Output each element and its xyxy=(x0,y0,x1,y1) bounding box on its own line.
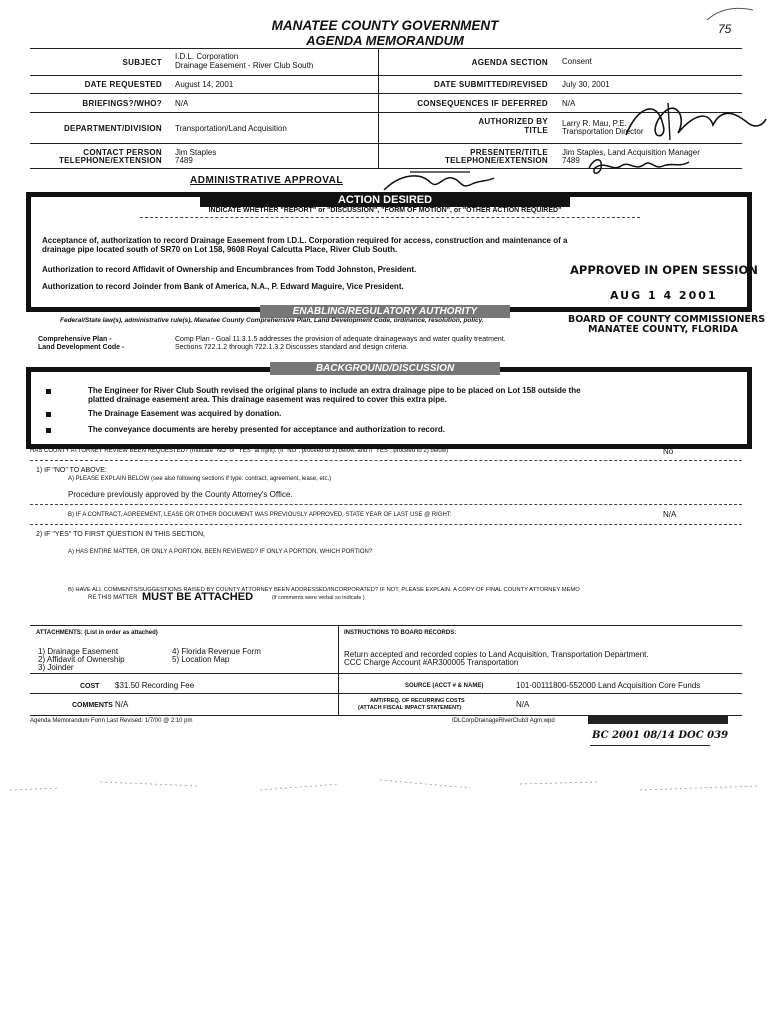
signature-admin xyxy=(380,168,500,194)
header-subtitle: AGENDA MEMORANDUM xyxy=(306,33,464,48)
enabling-left-1: Comprehensive Plan - xyxy=(38,336,112,343)
briefings-value: N/A xyxy=(175,99,189,108)
department-label: DEPARTMENT/DIVISION xyxy=(63,124,162,133)
enabling-right-1: Comp Plan - Goal 11.3.1.5 addresses the provision of adequate drainageways and water quality treatment. xyxy=(175,336,506,343)
approved-stamp-date: AUG 1 4 2001 xyxy=(610,289,718,302)
bullet xyxy=(46,389,51,394)
board-stamp-line2: MANATEE COUNTY, FLORIDA xyxy=(588,324,738,335)
attorney-q1: 1) IF "NO" TO ABOVE: xyxy=(36,467,107,474)
attorney-q2b-must: MUST BE ATTACHED xyxy=(142,591,254,603)
rule xyxy=(30,93,742,94)
agenda-section-value: Consent xyxy=(562,57,592,66)
action-para1-line2: drainage pipe located south of SR70 on Lot 158, 9608 Royal Calcutta Place, River Club South. xyxy=(42,245,398,254)
authorized-title: Transportation Director xyxy=(562,127,644,136)
attorney-q1b: B) IF A CONTRACT, AGREEMENT, LEASE OR OTHER DOCUMENT WAS PREVIOUSLY APPROVED, STATE YEAR OF LAST USE @ RIGHT: xyxy=(68,512,452,518)
rule xyxy=(30,625,742,626)
presenter-ext-label: TELEPHONE/EXTENSION xyxy=(444,156,548,165)
presenter-label: PRESENTER/TITLE xyxy=(470,148,548,157)
enabling-left-2: Land Development Code - xyxy=(38,344,125,351)
instructions-label: INSTRUCTIONS TO BOARD RECORDS: xyxy=(344,630,457,636)
attorney-q1b-answer: N/A xyxy=(663,510,677,519)
authorized-title-label: TITLE xyxy=(524,126,548,135)
rule xyxy=(30,504,742,505)
rule xyxy=(590,745,710,746)
rule xyxy=(140,217,640,218)
recurring-label-1: AMT/FREQ. OF RECURRING COSTS xyxy=(370,698,465,704)
attorney-q2: 2) IF "YES" TO FIRST QUESTION IN THIS SECTION, xyxy=(36,531,205,538)
form-revision: Agenda Memorandum Form Last Revised: 1/7/00 @ 2:10 pm xyxy=(30,718,193,724)
approved-stamp: APPROVED IN OPEN SESSION xyxy=(570,263,758,277)
attorney-answer: No xyxy=(663,447,674,456)
bullet xyxy=(46,412,51,417)
attorney-q2b-line1: B) HAVE ALL COMMENTS/SUGGESTIONS RAISED BY COUNTY ATTORNEY BEEN ADDRESSED/INCORPORATED? IF NOT, PLEASE EXPLAIN. A COPY OF FINAL COUNTY ATTORNEY MEMO xyxy=(68,587,580,593)
rule xyxy=(30,524,742,525)
presenter-ext: 7489 xyxy=(562,156,580,165)
background-b1-line2: platted drainage easement area. This drainage easement was required to cover this extra pipe. xyxy=(88,395,447,404)
attorney-q2a: A) HAS ENTIRE MATTER, OR ONLY A PORTION, BEEN REVIEWED? IF ONLY A PORTION, WHICH PORTION? xyxy=(68,549,373,555)
attorney-q2b-tail: (if comments were verbal so indicate.) xyxy=(272,595,365,601)
source-label: SOURCE (ACCT # & NAME) xyxy=(405,683,484,689)
bullet xyxy=(46,428,51,433)
subject-label: SUBJECT xyxy=(122,58,162,67)
attachment-5: 5) Location Map xyxy=(172,655,230,664)
authorized-label: AUTHORIZED BY xyxy=(478,117,548,126)
attorney-q1a: A) PLEASE EXPLAIN BELOW (see also following sections if type: contract, agreement, lease, etc.) xyxy=(68,476,332,482)
background-b1-line1: The Engineer for River Club South revised the original plans to include an extra drainage pipe to be placed on Lot 158 outside the xyxy=(88,386,581,395)
rule xyxy=(30,673,742,674)
attachment-1: 1) Drainage Easement xyxy=(38,647,119,656)
authorized-name: Larry R. Mau, P.E. xyxy=(562,119,627,128)
contact-ext-label: TELEPHONE/EXTENSION xyxy=(58,156,162,165)
contact-ext: 7489 xyxy=(175,156,193,165)
handwritten-reference: BC 2001 08/14 DOC 039 xyxy=(592,730,729,741)
source-value: 101-00111800-552000 Land Acquisition Core Funds xyxy=(516,681,701,690)
attachments-label: ATTACHMENTS: (List in order as attached) xyxy=(36,630,158,636)
consequences-label: CONSEQUENCES IF DEFERRED xyxy=(417,99,548,108)
rule xyxy=(30,48,742,49)
background-b3: The conveyance documents are hereby presented for acceptance and authorization to record. xyxy=(88,425,445,434)
department-value: Transportation/Land Acquisition xyxy=(175,124,287,133)
background-header: BACKGROUND/DISCUSSION xyxy=(270,362,500,375)
attachment-4: 4) Florida Revenue Form xyxy=(172,647,261,656)
date-requested-value: August 14, 2001 xyxy=(175,80,234,89)
board-stamp-line1: BOARD OF COUNTY COMMISSIONERS xyxy=(568,314,766,325)
agenda-section-label: AGENDA SECTION xyxy=(471,58,548,67)
action-para2: Authorization to record Affidavit of Ownership and Encumbrances from Todd Johnston, President. xyxy=(42,265,417,274)
action-desired-header: ACTION DESIRED xyxy=(200,193,570,207)
enabling-header: ENABLING/REGULATORY AUTHORITY xyxy=(260,305,510,318)
date-requested-label: DATE REQUESTED xyxy=(84,80,162,89)
presenter-value: Jim Staples, Land Acquisition Manager xyxy=(562,148,700,157)
signature-presenter xyxy=(585,154,695,180)
attorney-question: HAS COUNTY ATTORNEY REVIEW BEEN REQUESTED? (Indicate "NO" or "YES" at right). (If "NO", proceed to 1) below, and if "YES", proceed to 2) below) xyxy=(30,448,449,454)
contact-name: Jim Staples xyxy=(175,148,217,157)
background-b2: The Drainage Easement was acquired by donation. xyxy=(88,409,282,418)
date-submitted-value: July 30, 2001 xyxy=(562,80,610,89)
column-divider xyxy=(378,48,379,168)
consequences-value: N/A xyxy=(562,99,576,108)
rule xyxy=(30,75,742,76)
action-para1-line1: Acceptance of, authorization to record Drainage Easement from I.D.L. Corporation required for access, construction and maintenance of a xyxy=(42,236,568,245)
recurring-label-2: (ATTACH FISCAL IMPACT STATEMENT) xyxy=(358,705,462,711)
action-para3: Authorization to record Joinder from Bank of America, N.A., P. Edward Maguire, Vice President. xyxy=(42,282,404,291)
rule xyxy=(30,693,742,694)
scan-noise xyxy=(0,770,770,800)
header-title: MANATEE COUNTY GOVERNMENT xyxy=(271,18,499,33)
comments-value: N/A xyxy=(115,700,129,709)
attachment-2: 2) Affidavit of Ownership xyxy=(38,655,125,664)
briefings-label: BRIEFINGS?/WHO? xyxy=(82,99,162,108)
attorney-procedure: Procedure previously approved by the County Attorney's Office. xyxy=(68,490,293,499)
subject-value-2: Drainage Easement - River Club South xyxy=(175,61,314,70)
cost-value: $31.50 Recording Fee xyxy=(115,681,195,690)
instructions-line1: Return accepted and recorded copies to Land Acquisition, Transportation Department. xyxy=(344,650,649,659)
admin-approval-label: ADMINISTRATIVE APPROVAL xyxy=(190,175,343,186)
background-box xyxy=(26,367,752,449)
redaction-bar xyxy=(588,716,728,724)
page-number: 75 xyxy=(718,22,732,36)
enabling-subheader: Federal/State law(s), administrative rule(s), Manatee County Comprehensive Plan, Land Development Code, ordinance, resolution, policy. xyxy=(60,317,484,324)
subject-value-1: I.D.L. Corporation xyxy=(175,52,239,61)
column-divider xyxy=(338,625,339,673)
file-name: IDLCorpDrainageRiverClub3 Agm.wpd xyxy=(452,718,555,724)
attorney-q2b-line2: RE THIS MATTER xyxy=(88,595,138,601)
enabling-right-2: Sections 722.1.2 through 722.1.3.2 Discusses standard and design criteria. xyxy=(175,344,409,351)
recurring-value: N/A xyxy=(516,700,530,709)
signature-director xyxy=(618,95,768,145)
cost-label: COST xyxy=(80,683,100,690)
instructions-line2: CCC Charge Account #AR300005 Transportation xyxy=(344,658,519,667)
date-submitted-label: DATE SUBMITTED/REVISED xyxy=(433,80,548,89)
contact-label: CONTACT PERSON xyxy=(83,148,162,157)
rule xyxy=(30,460,742,461)
column-divider xyxy=(338,673,339,715)
action-desired-instruction: INDICATE WHETHER "REPORT" or "DISCUSSION", "FORM OF MOTION", or "OTHER ACTION REQUIRED" xyxy=(208,207,562,214)
comments-label: COMMENTS xyxy=(72,702,113,709)
attachment-3: 3) Joinder xyxy=(38,663,74,672)
